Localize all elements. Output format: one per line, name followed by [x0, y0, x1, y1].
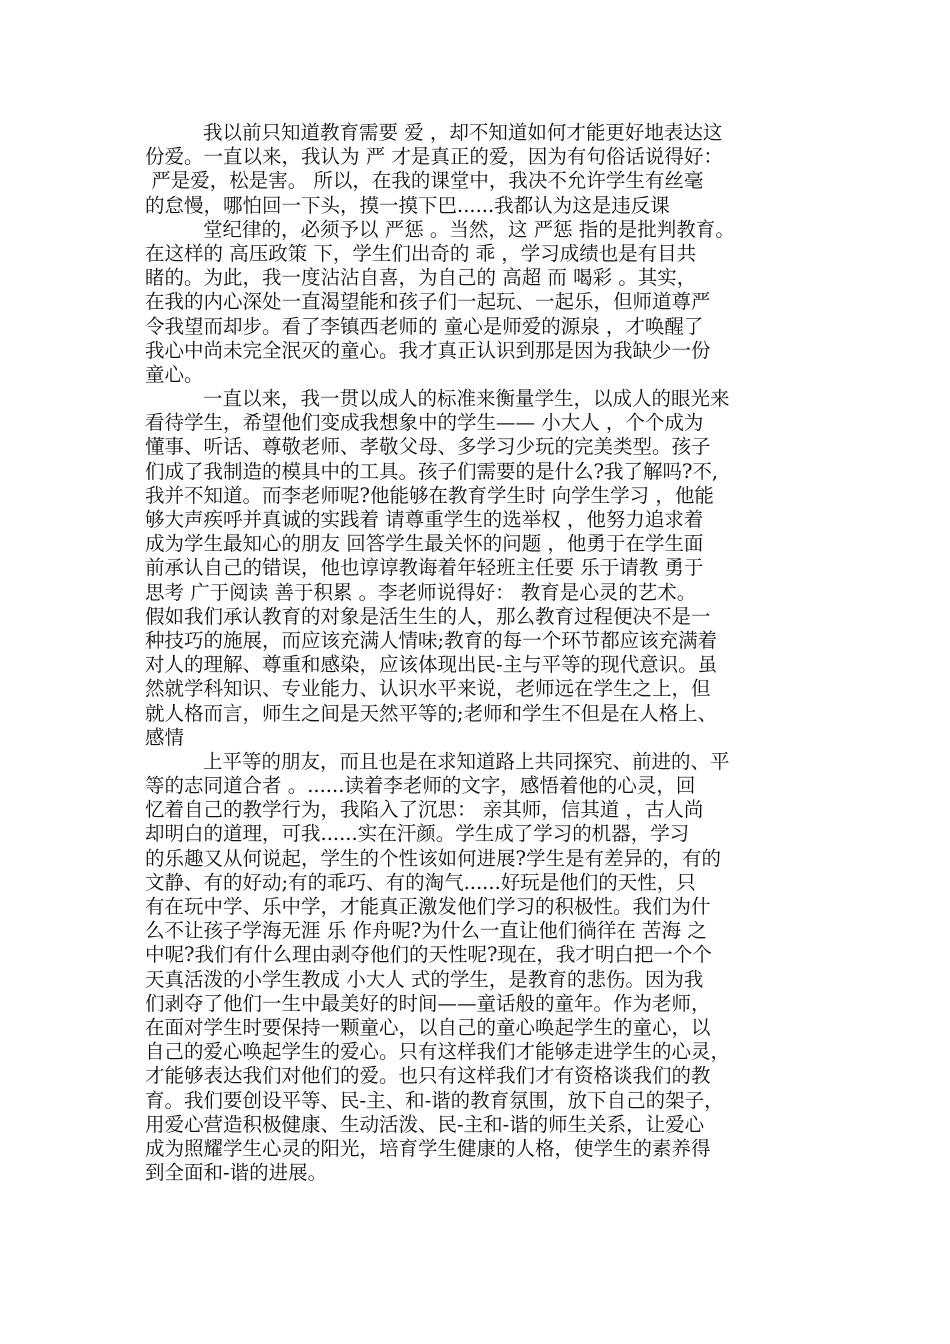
- text-line: 成为学生最知心的朋友 回答学生最关怀的问题 ，他勇于在学生面: [145, 532, 704, 556]
- paragraph-start-line: 上平等的朋友，而且也是在求知道路上共同探究、前进的、平: [203, 749, 730, 773]
- text-line: 在这样的 高压政策 下，学生们出奇的 乖 ，学习成绩也是有目共: [145, 241, 697, 265]
- text-line: 份爱。一直以来，我认为 严 才是真正的爱，因为有句俗话说得好：: [145, 145, 723, 169]
- text-line: 就人格而言，师生之间是天然平等的;老师和学生不但是在人格上、: [145, 701, 718, 725]
- text-line: 看待学生，希望他们变成我想象中的学生—— 小大人 ，个个成为: [145, 411, 704, 435]
- text-line: 成为照耀学生心灵的阳光，培育学生健康的人格，使学生的素养得: [145, 1136, 711, 1160]
- text-line: 中呢?我们有什么理由剥夺他们的天性呢?现在，我才明白把一个个: [145, 943, 712, 967]
- text-line: 在面对学生时要保持一颗童心，以自己的童心唤起学生的童心，以: [145, 1015, 711, 1039]
- text-line: 才能够表达我们对他们的爱。也只有这样我们才有资格谈我们的教: [145, 1064, 711, 1088]
- text-line: 的怠慢，哪怕回一下头，摸一摸下巴......我都认为这是违反课: [145, 193, 670, 217]
- text-line: 有在玩中学、乐中学，才能真正激发他们学习的积极性。我们为什: [145, 895, 711, 918]
- text-line: 懂事、听话、尊敬老师、孝敬父母、多学习少玩的完美类型。孩子: [145, 435, 711, 459]
- text-line: 然就学科知识、专业能力、认识水平来说，老师远在学生之上，但: [145, 677, 711, 701]
- paragraph-start-line: 一直以来，我一贯以成人的标准来衡量学生，以成人的眼光来: [203, 387, 730, 411]
- text-line: 等的志同道合者 。......读着李老师的文字，感悟着他的心灵，回: [145, 774, 696, 798]
- paragraph-start-line: 我以前只知道教育需要 爱 ，却不知道如何才能更好地表达这: [203, 121, 723, 144]
- text-line: 我并不知道。而李老师呢?他能够在教育学生时 向学生学习 ，他能: [145, 483, 714, 507]
- paragraph-start-line: 堂纪律的，必须予以 严惩 。当然，这 严惩 指的是批判教育。: [203, 217, 735, 241]
- document-body: [145, 121, 810, 1185]
- text-line: 睹的。为此，我一度沾沾自喜，为自己的 高超 而 喝彩 。其实，: [145, 266, 697, 290]
- text-line: 在我的内心深处一直渴望能和孩子们一起玩、一起乐，但师道尊严: [145, 290, 711, 314]
- text-line: 们成了我制造的模具中的工具。孩子们需要的是什么?我了解吗?不,: [145, 459, 719, 483]
- text-line: 思考 广于阅读 善于积累 。李老师说得好： 教育是心灵的艺术。: [145, 580, 697, 604]
- text-line: 感情: [145, 725, 185, 749]
- text-line: 种技巧的施展，而应该充满人情味;教育的每一个环节都应该充满着: [145, 628, 718, 652]
- text-line: 够大声疾呼并真诚的实践着 请尊重学生的选举权 ，他努力追求着: [145, 508, 704, 531]
- text-line: 天真活泼的小学生教成 小大人 式的学生，是教育的悲伤。因为我: [145, 967, 704, 991]
- text-line: 严是爱，松是害。 所以，在我的课堂中，我决不允许学生有丝毫: [145, 169, 704, 193]
- text-line: 童心。: [145, 362, 204, 386]
- text-line: 么不让孩子学海无涯 乐 作舟呢?为什么一直让他们徜徉在 苦海 之: [145, 919, 707, 943]
- text-line: 忆着自己的教学行为，我陷入了沉思： 亲其师，信其道 ，古人尚: [145, 798, 704, 822]
- text-line: 的乐趣又从何说起，学生的个性该如何进展?学生是有差异的，有的: [145, 846, 721, 870]
- text-line: 对人的理解、尊重和感染，应该体现出民-主与平等的现代意识。虽: [145, 653, 718, 677]
- text-line: 育。我们要创设平等、民-主、和-谐的教育氛围，放下自己的架子，: [145, 1088, 724, 1112]
- text-line: 假如我们承认教育的对象是活生生的人，那么教育过程便决不是一: [145, 604, 711, 628]
- text-line: 前承认自己的错误，他也谆谆教诲着年轻班主任要 乐于请教 勇于: [145, 556, 704, 580]
- text-line: 我心中尚未完全泯灭的童心。我才真正认识到那是因为我缺少一份: [145, 338, 711, 362]
- text-line: 文静、有的好动;有的乖巧、有的淘气......好玩是他们的天性，只: [145, 870, 696, 894]
- text-line: 却明白的道理，可我......实在汗颜。学生成了学习的机器，学习: [145, 822, 690, 846]
- text-line: 用爱心营造积极健康、生动活泼、民-主和-谐的师生关系，让爱心: [145, 1112, 705, 1136]
- text-line: 们剥夺了他们一生中最美好的时间——童话般的童年。作为老师，: [145, 991, 711, 1015]
- text-line: 令我望而却步。看了李镇西老师的 童心是师爱的源泉 ，才唤醒了: [145, 314, 704, 338]
- text-line: 到全面和-谐的进展。: [145, 1161, 328, 1185]
- text-line: 自己的爱心唤起学生的爱心。只有这样我们才能够走进学生的心灵，: [145, 1040, 731, 1064]
